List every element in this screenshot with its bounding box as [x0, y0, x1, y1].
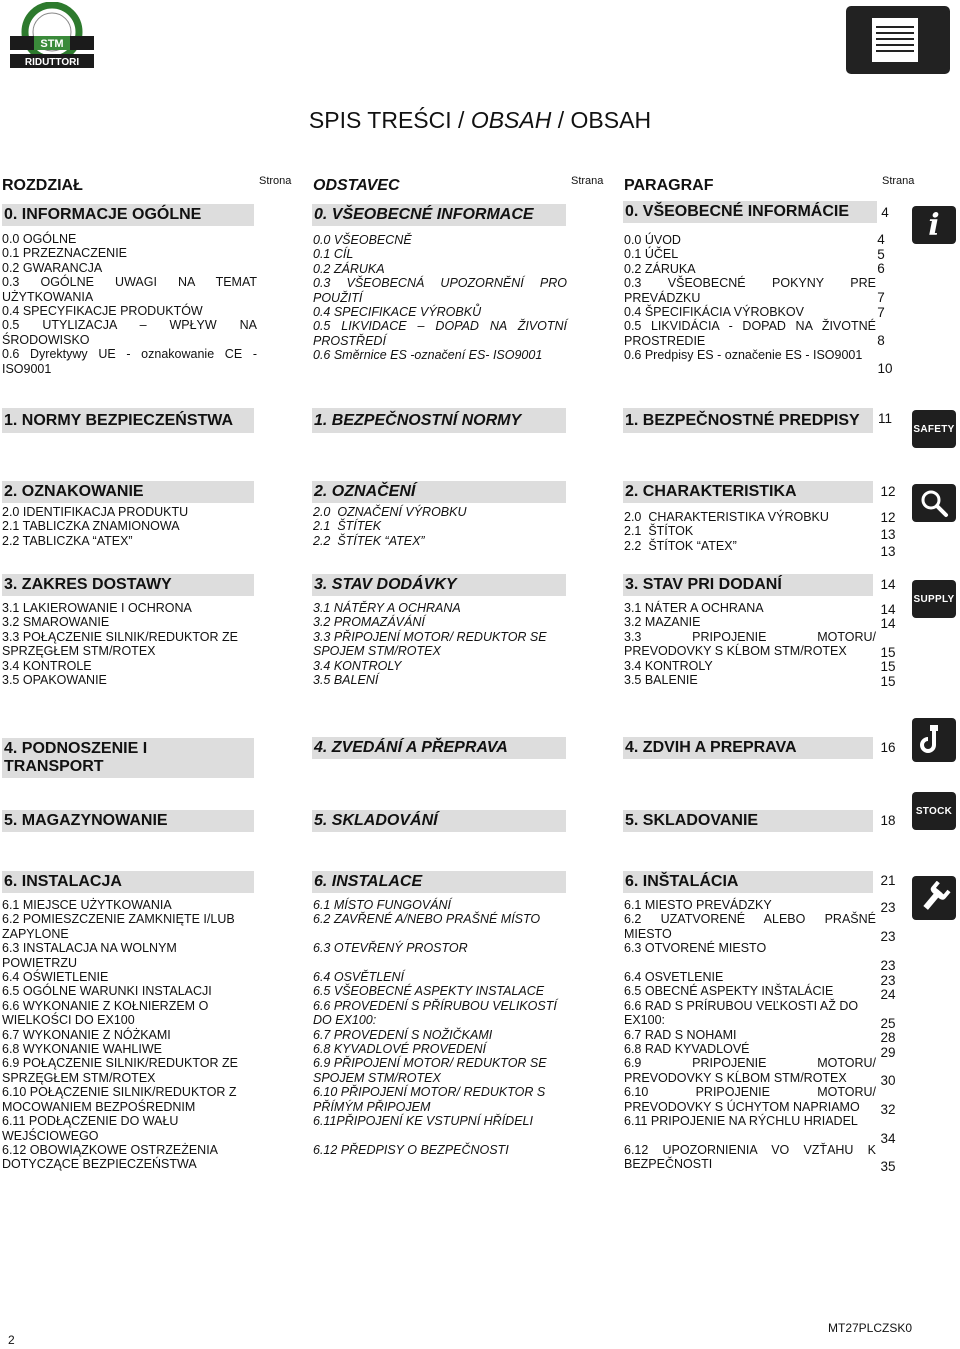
toc-item[interactable]: 0.4 ŠPECIFIKÁCIA VÝROBKOV	[624, 305, 804, 320]
toc-item[interactable]: PROSTREDIE	[624, 333, 706, 348]
toc-item[interactable]: MOCOWANIEM BEZPOŚREDNIM	[2, 1099, 196, 1114]
toc-item[interactable]	[624, 956, 876, 970]
toc-item[interactable]: WEJŚCIOWEGO	[2, 1128, 99, 1143]
page-number: 23	[880, 973, 896, 988]
toc-item[interactable]: 3.5 BALENÍ	[313, 673, 379, 688]
page-number: 15	[880, 645, 896, 660]
toc-item[interactable]: 2.2 TABLICZKA “ATEX”	[2, 533, 133, 548]
toc-item[interactable]: 6.11 PODŁĄCZENIE DO WAŁU	[2, 1114, 179, 1129]
page-number: 28	[880, 1030, 896, 1045]
toc-item[interactable]: 0.0 VŠEOBECNĚ	[313, 233, 412, 247]
toc-item[interactable]: 3.1 LAKIEROWANIE I OCHRONA	[2, 601, 192, 615]
page-title: SPIS TREŚCI / OBSAH / OBSAH	[308, 107, 652, 133]
toc-item[interactable]: 6.6 PROVEDENÍ S PŘÍRUBOU VELIKOSTÍ	[313, 998, 557, 1013]
toc-item[interactable]: 0.5 LIKVIDACE – DOPAD NA ŽIVOTNÍ	[313, 319, 567, 334]
section-title-cz: 1. BEZPEČNOSTNÍ NORMY	[312, 408, 566, 433]
toc-item[interactable]: 0.2 GWARANCJA	[2, 260, 103, 275]
page-number: 29	[880, 1045, 896, 1060]
toc-list-pl	[2, 505, 257, 548]
toc-item[interactable]: 6.8 KYVADLOVÉ PROVEDENÍ	[313, 1042, 486, 1057]
toc-item[interactable]	[313, 956, 567, 970]
page-number: 12	[880, 484, 896, 499]
page-number: 7	[877, 305, 885, 320]
toc-item[interactable]: 6.9 PŘIPOJENÍ MOTOR/ REDUKTOR SE	[313, 1056, 547, 1071]
toc-item[interactable]: DO EX100:	[313, 1013, 377, 1028]
toc-item[interactable]: PREVODOVKY S KĹBOM STM/ROTEX	[624, 1070, 847, 1085]
toc-item[interactable]: 6.3 OTEVŘENÝ PROSTOR	[313, 941, 468, 956]
toc-item[interactable]: 3.4 KONTROLY	[624, 658, 713, 673]
toc-item[interactable]: 3.1 NÁTĚRY A OCHRANA	[313, 601, 461, 615]
toc-item[interactable]: 3.5 OPAKOWANIE	[2, 673, 107, 688]
toc-item[interactable]: 2.1 TABLICZKA ZNAMIONOWA	[2, 519, 180, 534]
toc-item[interactable]: 6.3 OTVORENÉ MIESTO	[624, 941, 767, 956]
toc-list-sk	[624, 233, 876, 363]
toc-item[interactable]	[313, 1129, 567, 1143]
safety-icon: SAFETY	[912, 410, 956, 448]
page-number: 13	[880, 544, 896, 559]
page-number: 5	[877, 247, 885, 262]
stm-logo	[4, 2, 100, 72]
toc-item[interactable]: 6.3 INSTALACJA NA WOLNYM	[2, 941, 177, 956]
page-number: 23	[880, 958, 896, 973]
toc-item[interactable]: PROSTŘEDÍ	[313, 333, 386, 348]
toc-item[interactable]: 0.3 VŠEOBECNÉ POKYNY PRE	[624, 276, 876, 291]
section-title-pl: 5. MAGAZYNOWANIE	[2, 810, 254, 832]
toc-item[interactable]: 6.10 PŘIPOJENÍ MOTOR/ REDUKTOR S	[313, 1085, 546, 1100]
toc-item[interactable]: 0.1 ÚČEL	[624, 247, 679, 262]
page-number: 11	[877, 411, 892, 426]
page-label-sk: Strana	[882, 175, 915, 187]
toc-item[interactable]: 2.0 CHARAKTERISTIKA VÝROBKU	[624, 510, 829, 524]
toc-item[interactable]: 0.4 SPECIFIKACE VÝROBKŮ	[313, 305, 482, 320]
toc-item[interactable]: 0.0 ÚVOD	[624, 233, 681, 247]
magnifier-icon	[912, 484, 956, 522]
section-title-pl: 1. NORMY BEZPIECZEŃSTWA	[2, 408, 254, 433]
toc-list-pl	[2, 601, 257, 687]
toc-item[interactable]: 2.1 ŠTÍTEK	[313, 519, 382, 534]
toc-item[interactable]: 6.12 PŘEDPISY O BEZPEČNOSTI	[313, 1142, 509, 1157]
toc-item[interactable]: 0.3 OGÓLNE UWAGI NA TEMAT	[2, 275, 257, 290]
page-label-pl: Strona	[259, 175, 292, 187]
toc-list-sk	[624, 510, 876, 553]
toc-item[interactable]: 0.1 CÍL	[313, 247, 354, 262]
section-title-sk: 5. SKLADOVANIE	[623, 810, 873, 832]
page-number: 16	[880, 740, 896, 755]
section-title-cz: 5. SKLADOVÁNÍ	[312, 810, 566, 832]
section-title-sk: 6. INŠTALÁCIA	[623, 871, 873, 893]
toc-item[interactable]: 0.4 SPECYFIKACJE PRODUKTÓW	[2, 304, 203, 319]
toc-item[interactable]: ISO9001	[2, 361, 52, 376]
toc-item[interactable]: DOTYCZĄCE BEZPIECZEŃSTWA	[2, 1157, 197, 1172]
page-number: 7	[877, 290, 885, 305]
page-number: 23	[880, 900, 896, 915]
section-title-cz: 2. OZNAČENÍ	[312, 481, 566, 503]
section-title-sk: 3. STAV PRI DODANÍ	[623, 574, 873, 596]
section-title-sk: 1. BEZPEČNOSTNÉ PREDPISY	[623, 408, 873, 433]
toc-item[interactable]: 0.6 Dyrektywy UE - oznakowanie CE -	[2, 347, 257, 362]
column-heading-cz: ODSTAVEC	[313, 177, 400, 194]
toc-item[interactable]: PREVODOVKY S KĹBOM STM/ROTEX	[624, 644, 847, 659]
toc-item[interactable]: WIELKOŚCI DO EX100	[2, 1013, 135, 1028]
toc-item[interactable]: 6.4 OSVETLENIE	[624, 970, 724, 985]
page-number: 18	[880, 813, 896, 828]
page-number: 14	[880, 616, 896, 631]
toc-item[interactable]: 6.2 ZAVŘENÉ A/NEBO PRAŠNÉ MÍSTO	[313, 912, 541, 927]
toc-item[interactable]: 3.3 POŁĄCZENIE SILNIK/REDUKTOR ZE	[2, 629, 238, 644]
section-title-sk: 0. VŠEOBECNÉ INFORMÁCIE	[623, 201, 877, 223]
toc-item[interactable]: UŻYTKOWANIA	[2, 289, 94, 304]
toc-item[interactable]: 6.7 WYKONANIE Z NÓŻKAMI	[2, 1027, 171, 1042]
toc-item[interactable]: 0.1 PRZEZNACZENIE	[2, 246, 128, 261]
toc-item[interactable]: EX100:	[624, 1013, 666, 1028]
stock-icon: STOCK	[912, 792, 956, 830]
toc-item[interactable]: 6.9 PRIPOJENIE MOTORU/	[624, 1056, 876, 1071]
page-number: 13	[880, 527, 896, 542]
page-number: 23	[880, 929, 896, 944]
toc-item[interactable]: 2.2 ŠTÍTEK “ATEX”	[313, 533, 425, 548]
section-title-cz: 0. VŠEOBECNÉ INFORMACE	[312, 204, 566, 226]
toc-item[interactable]: 3.2 SMAROWANIE	[2, 615, 110, 630]
toc-item[interactable]: POWIETRZU	[2, 955, 77, 970]
toc-list-sk	[624, 898, 876, 1172]
toc-list-cz	[313, 898, 567, 1157]
page-number: 32	[880, 1102, 896, 1117]
page-number: 34	[880, 1131, 896, 1146]
supply-icon: SUPPLY	[912, 580, 956, 618]
toc-item[interactable]: 3.1 NÁTER A OCHRANA	[624, 601, 764, 615]
section-title-pl: 3. ZAKRES DOSTAWY	[2, 574, 254, 596]
manual-book-icon	[846, 6, 950, 74]
toc-item[interactable]: 6.9 POŁĄCZENIE SILNIK/REDUKTOR ZE	[2, 1056, 238, 1071]
toc-item[interactable]: SPRZĘGŁEM STM/ROTEX	[2, 644, 156, 659]
toc-item[interactable]: 0.2 ZÁRUKA	[624, 261, 696, 276]
toc-item[interactable]: 6.5 OGÓLNE WARUNKI INSTALACJI	[2, 984, 212, 999]
page-number: 14	[880, 577, 896, 592]
toc-item[interactable]: 2.1 ŠTÍTOK	[624, 524, 694, 539]
section-title-pl: 0. INFORMACJE OGÓLNE	[2, 204, 254, 226]
toc-list-pl	[2, 898, 257, 1172]
toc-item[interactable]: 6.11PŘIPOJENÍ KE VSTUPNÍ HŘÍDELI	[313, 1114, 533, 1129]
toc-list-pl	[2, 232, 257, 376]
toc-item[interactable]: 6.1 MÍSTO FUNGOVÁNÍ	[313, 898, 451, 912]
page-number: 4	[881, 205, 889, 220]
toc-item[interactable]: 6.8 RAD KYVADLOVÉ	[624, 1042, 750, 1057]
section-title-sk: 2. CHARAKTERISTIKA	[623, 481, 873, 503]
toc-item[interactable]: 6.12 UPOZORNIENIA VO VZŤAHU K	[624, 1142, 876, 1157]
toc-list-cz	[313, 505, 567, 548]
toc-item[interactable]: PŘÍMÝM PŘIPOJEM	[313, 1099, 431, 1114]
page-number: 4	[877, 232, 885, 247]
toc-item[interactable]: 2.0 OZNAČENÍ VÝROBKU	[313, 505, 467, 519]
toc-item[interactable]: 0.3 VŠEOBECNÁ UPOZORNĚNÍ PRO	[313, 276, 567, 291]
toc-list-cz	[313, 601, 567, 687]
page-number: 30	[880, 1073, 896, 1088]
toc-item[interactable]: 0.5 UTYLIZACJA – WPŁYW NA	[2, 318, 257, 333]
toc-item[interactable]: 6.10 POŁĄCZENIE SILNIK/REDUKTOR Z	[2, 1085, 237, 1100]
toc-item[interactable]: 6.6 RAD S PRÍRUBOU VEĽKOSTI AŽ DO	[624, 998, 859, 1013]
toc-item[interactable]: ZAPYLONE	[2, 926, 69, 941]
page-number: 12	[880, 510, 896, 525]
svg-text:STM: STM	[40, 38, 64, 50]
toc-item[interactable]: BEZPEČNOSTI	[624, 1157, 713, 1172]
page-number: 14	[880, 602, 896, 617]
toc-list-sk	[624, 601, 876, 687]
toc-item[interactable]: 3.3 PRIPOJENIE MOTORU/	[624, 629, 876, 644]
toc-item[interactable]: 6.10 PRIPOJENIE MOTORU/	[624, 1085, 876, 1100]
section-title-cz: 3. STAV DODÁVKY	[312, 574, 566, 596]
toc-item[interactable]: 0.0 OGÓLNE	[2, 232, 77, 246]
page-number: 8	[877, 333, 885, 348]
toc-item[interactable]: 3.5 BALENIE	[624, 673, 698, 688]
svg-text:RIDUTTORI: RIDUTTORI	[24, 57, 80, 68]
toc-item[interactable]: PREVÁDZKU	[624, 290, 701, 305]
page-label-cz: Strana	[571, 175, 604, 187]
page-number: 10	[877, 361, 893, 376]
toc-item[interactable]: POUŽITÍ	[313, 290, 363, 305]
toc-item[interactable]: 3.2 MAZANIE	[624, 615, 701, 630]
toc-item[interactable]: 6.4 OSVĚTLENÍ	[313, 970, 405, 985]
toc-item[interactable]: ŚRODOWISKO	[2, 332, 90, 347]
wrench-icon	[912, 876, 956, 920]
section-title-cz: 4. ZVEDÁNÍ A PŘEPRAVA	[312, 737, 566, 759]
document-code: MT27PLCZSK0	[828, 1321, 913, 1335]
toc-item[interactable]: MIESTO	[624, 926, 672, 941]
section-title-pl: 4. PODNOSZENIE I TRANSPORT	[2, 738, 254, 778]
toc-item[interactable]: 6.12 OBOWIĄZKOWE OSTRZEŻENIA	[2, 1142, 219, 1157]
toc-item[interactable]: 6.6 WYKONANIE Z KOŁNIERZEM O	[2, 998, 209, 1013]
page-number: 21	[880, 873, 896, 888]
toc-item[interactable]: 6.2 POMIESZCZENIE ZAMKNIĘTE I/LUB	[2, 912, 235, 927]
section-title-pl: 6. INSTALACJA	[2, 871, 254, 893]
toc-item[interactable]: SPOJEM STM/ROTEX	[313, 1070, 441, 1085]
section-title-cz: 6. INSTALACE	[312, 871, 566, 893]
column-heading-sk: PARAGRAF	[624, 177, 714, 194]
toc-item[interactable]	[624, 1129, 876, 1143]
toc-item[interactable]: 6.7 RAD S NOHAMI	[624, 1027, 737, 1042]
lifting-hook-icon	[912, 718, 956, 762]
toc-item[interactable]: 6.7 PROVEDENÍ S NOŽIČKAMI	[313, 1027, 493, 1042]
page-number: 24	[880, 987, 896, 1002]
toc-item[interactable]: SPOJEM STM/ROTEX	[313, 644, 441, 659]
page-number: 15	[880, 659, 896, 674]
toc-item[interactable]: 3.4 KONTROLY	[313, 658, 402, 673]
toc-item[interactable]: 2.0 IDENTIFIKACJA PRODUKTU	[2, 505, 189, 519]
toc-item[interactable]: 6.1 MIESTO PREVÁDZKY	[624, 898, 772, 912]
page-number: 6	[877, 261, 885, 276]
section-title-pl: 2. OZNAKOWANIE	[2, 481, 254, 503]
page-number: 35	[880, 1159, 896, 1174]
toc-item[interactable]: PREVODOVKY S ÚCHYTOM NAPRIAMO	[624, 1099, 860, 1114]
toc-item[interactable]: 2.2 ŠTÍTOK “ATEX”	[624, 538, 737, 553]
toc-item[interactable]	[313, 927, 567, 941]
toc-item[interactable]: SPRZĘGŁEM STM/ROTEX	[2, 1070, 156, 1085]
page-number: 15	[880, 674, 896, 689]
column-heading-pl: ROZDZIAŁ	[2, 177, 83, 194]
toc-item[interactable]: 0.6 Směrnice ES -označení ES- ISO9001	[313, 348, 543, 363]
toc-list-cz	[313, 233, 567, 363]
toc-item[interactable]: 3.4 KONTROLE	[2, 658, 92, 673]
toc-item[interactable]: 3.2 PROMAZÁVÁNÍ	[313, 615, 425, 630]
toc-item[interactable]: 6.8 WYKONANIE WAHLIWE	[2, 1042, 162, 1057]
toc-item[interactable]: 0.2 ZÁRUKA	[313, 261, 385, 276]
section-title-sk: 4. ZDVIH A PREPRAVA	[623, 737, 873, 759]
toc-item[interactable]: 6.5 OBECNÉ ASPEKTY INŠTALÁCIE	[624, 984, 834, 999]
toc-item[interactable]: 0.5 LIKVIDÁCIA - DOPAD NA ŽIVOTNÉ	[624, 319, 876, 334]
toc-item[interactable]: 3.3 PŘIPOJENÍ MOTOR/ REDUKTOR SE	[313, 629, 547, 644]
page-number: 25	[880, 1016, 896, 1031]
info-icon: i	[912, 206, 956, 244]
toc-item[interactable]: 6.2 UZATVORENÉ ALEBO PRAŠNÉ	[624, 912, 876, 927]
page-number-footer: 2	[8, 1333, 15, 1347]
toc-item[interactable]: 6.4 OŚWIETLENIE	[2, 970, 109, 985]
toc-item[interactable]: 0.6 Predpisy ES - označenie ES - ISO9001	[624, 348, 863, 363]
toc-item[interactable]: 6.11 PRIPOJENIE NA RÝCHLU HRIADEL	[624, 1114, 858, 1129]
toc-item[interactable]: 6.1 MIEJSCE UŻYTKOWANIA	[2, 898, 172, 912]
toc-item[interactable]: 6.5 VŠEOBECNÉ ASPEKTY INSTALACE	[313, 984, 545, 999]
